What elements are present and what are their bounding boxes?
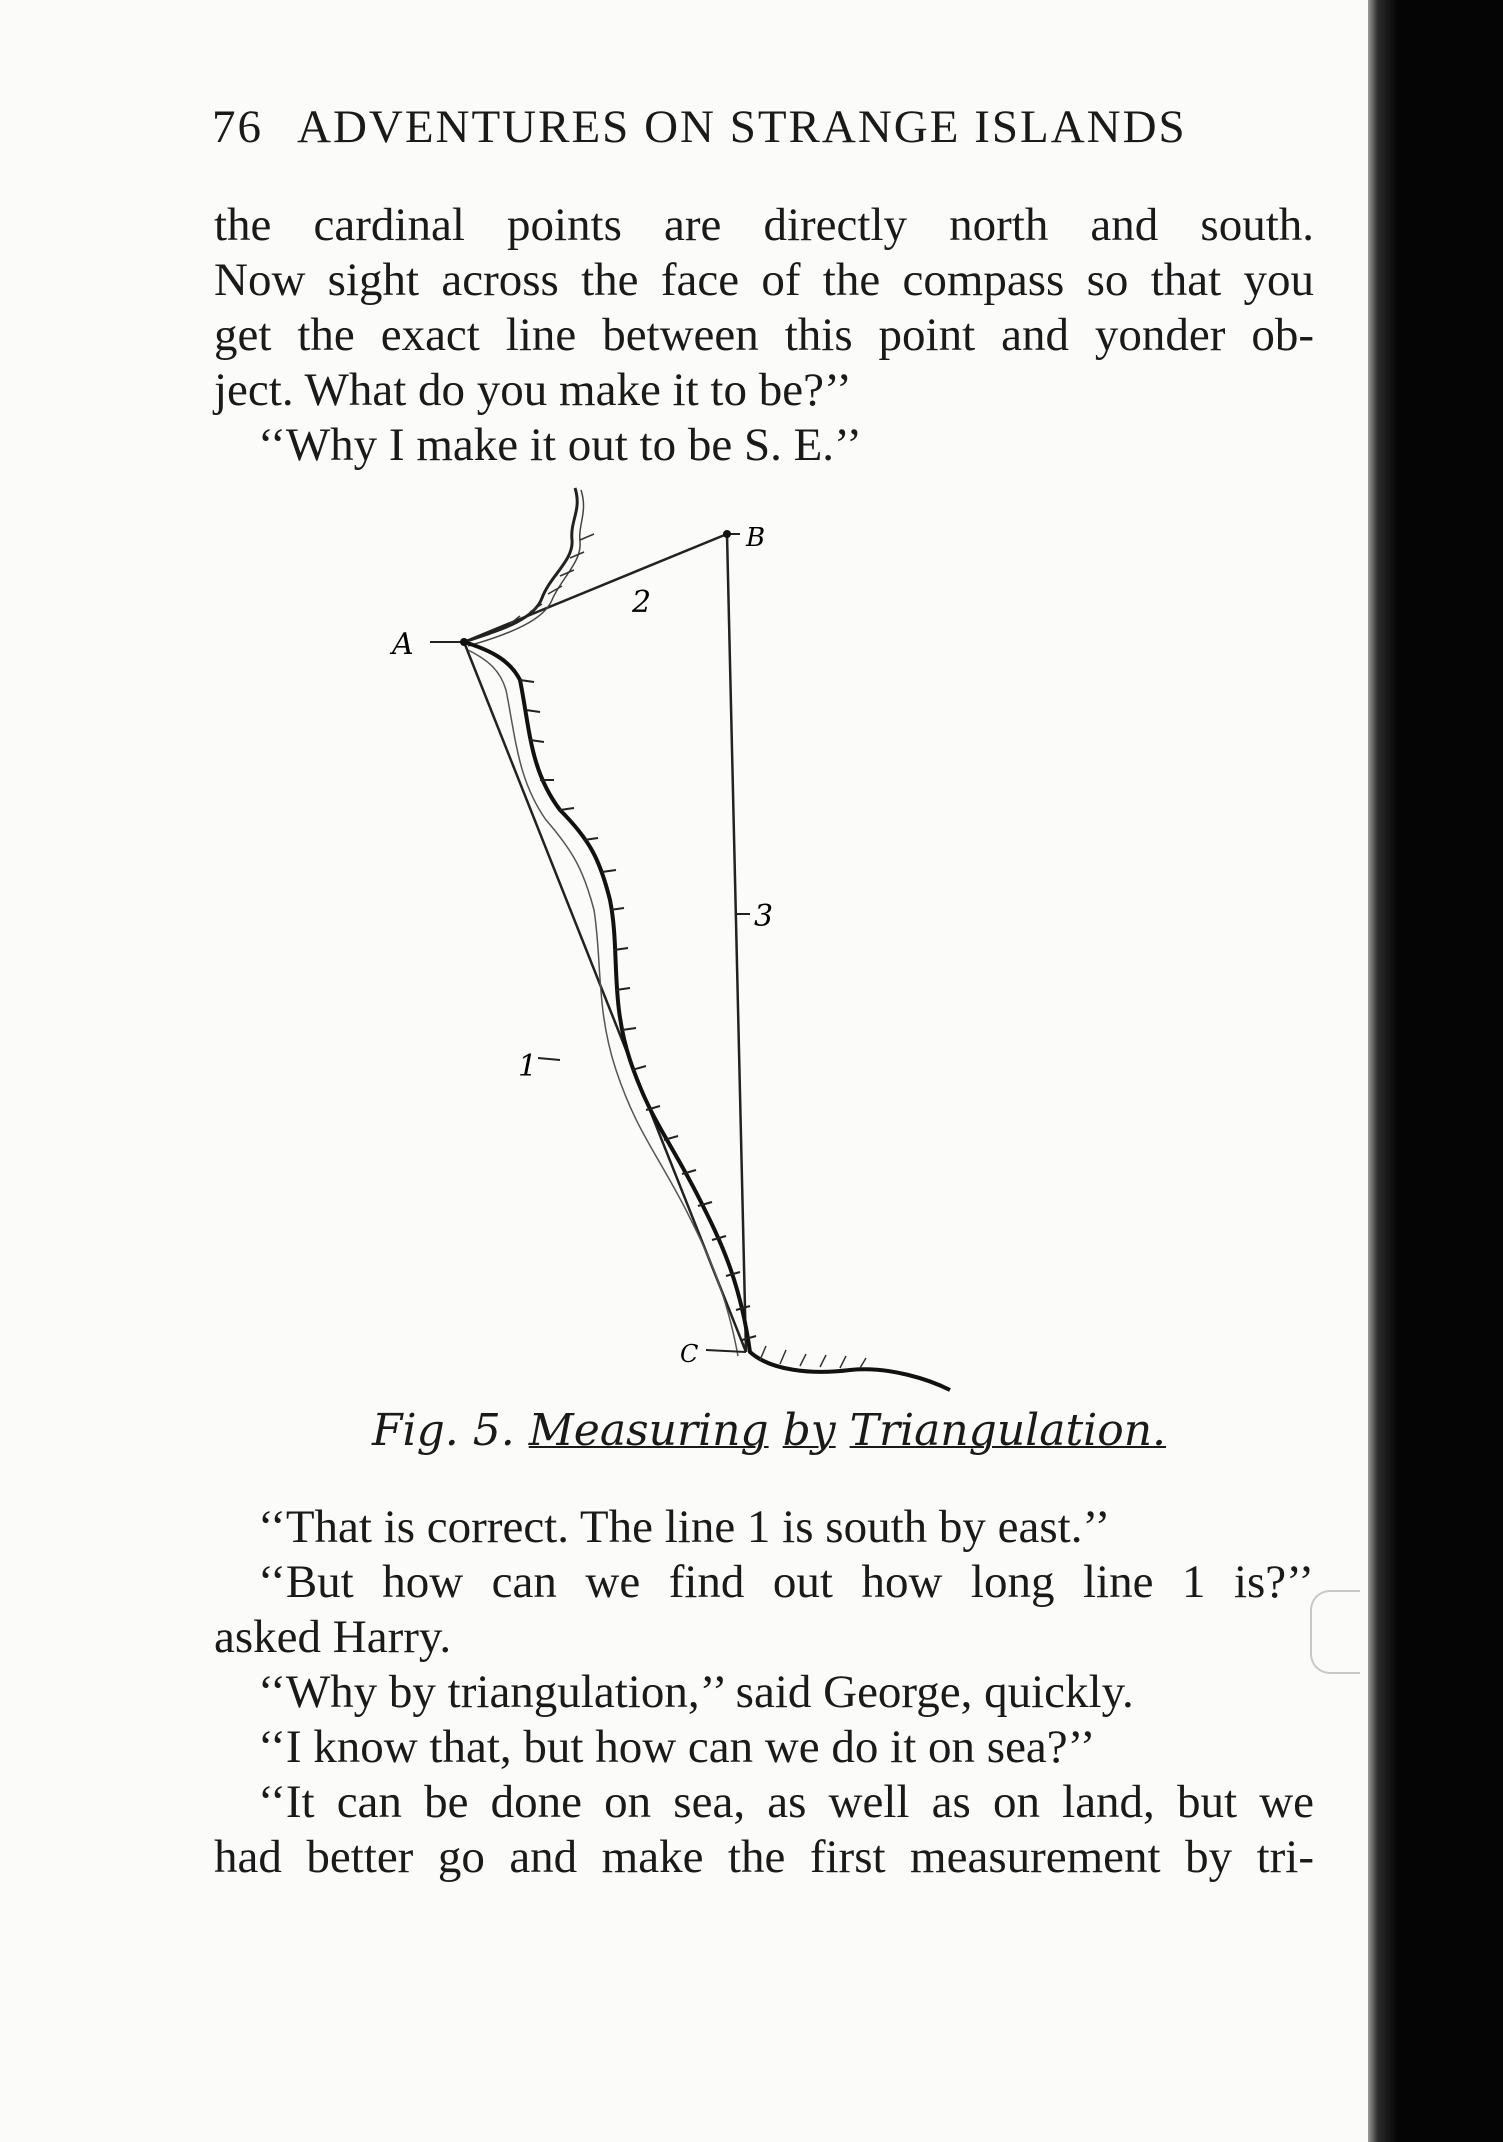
text-line: ‘‘Why by triangulation,’’ said George, quickly. bbox=[258, 1666, 1134, 1718]
text-line: had better go and make the first measurement by tri- bbox=[214, 1831, 1314, 1883]
text-line: Now sight across the face of the compass so that you bbox=[214, 254, 1314, 306]
caption-fig: Fig. 5. bbox=[372, 1405, 515, 1456]
text-line: ‘‘Why I make it out to be S. E.’’ bbox=[258, 419, 862, 471]
label-3: 3 bbox=[754, 899, 774, 934]
caption-text-b: by bbox=[782, 1405, 836, 1456]
label-a: A bbox=[392, 627, 414, 662]
coastline-upper bbox=[464, 488, 577, 642]
text-line: ‘‘That is correct. The line 1 is south by east.’’ bbox=[258, 1501, 1111, 1553]
page-number: 76 bbox=[212, 101, 263, 153]
line-3 bbox=[727, 534, 746, 1352]
text-line: the cardinal points are directly north and south. bbox=[214, 199, 1314, 251]
text-line: asked Harry. bbox=[214, 1611, 452, 1663]
text-line: ‘‘But how can we find out how long line 1 is?’’ bbox=[258, 1556, 1314, 1608]
running-head bbox=[212, 100, 1282, 154]
text-line: ‘‘It can be done on sea, as well as on land, but we bbox=[258, 1776, 1314, 1828]
figure-caption bbox=[372, 1405, 1172, 1456]
text-line: ‘‘I know that, but how can we do it on sea?’’ bbox=[258, 1721, 1096, 1773]
label-c: C bbox=[680, 1340, 699, 1368]
caption-text-c: Triangulation. bbox=[849, 1405, 1167, 1456]
body-text-top bbox=[214, 198, 1314, 473]
label-b: B bbox=[746, 523, 766, 553]
caption-text-a: Measuring bbox=[528, 1405, 769, 1456]
body-text-bottom bbox=[214, 1500, 1314, 1885]
label-1: 1 bbox=[518, 1049, 538, 1084]
text-line: ject. What do you make it to be?’’ bbox=[214, 364, 852, 416]
triangulation-figure bbox=[370, 480, 990, 1400]
text-line: get the exact line between this point and yonder ob- bbox=[214, 309, 1314, 361]
coastline-main bbox=[464, 642, 950, 1390]
line-2 bbox=[464, 534, 727, 642]
margin-bracket-mark bbox=[1310, 1590, 1360, 1674]
running-title: ADVENTURES ON STRANGE ISLANDS bbox=[297, 101, 1187, 153]
label-2: 2 bbox=[632, 585, 652, 620]
scan-edge-shadow bbox=[1368, 0, 1503, 2142]
